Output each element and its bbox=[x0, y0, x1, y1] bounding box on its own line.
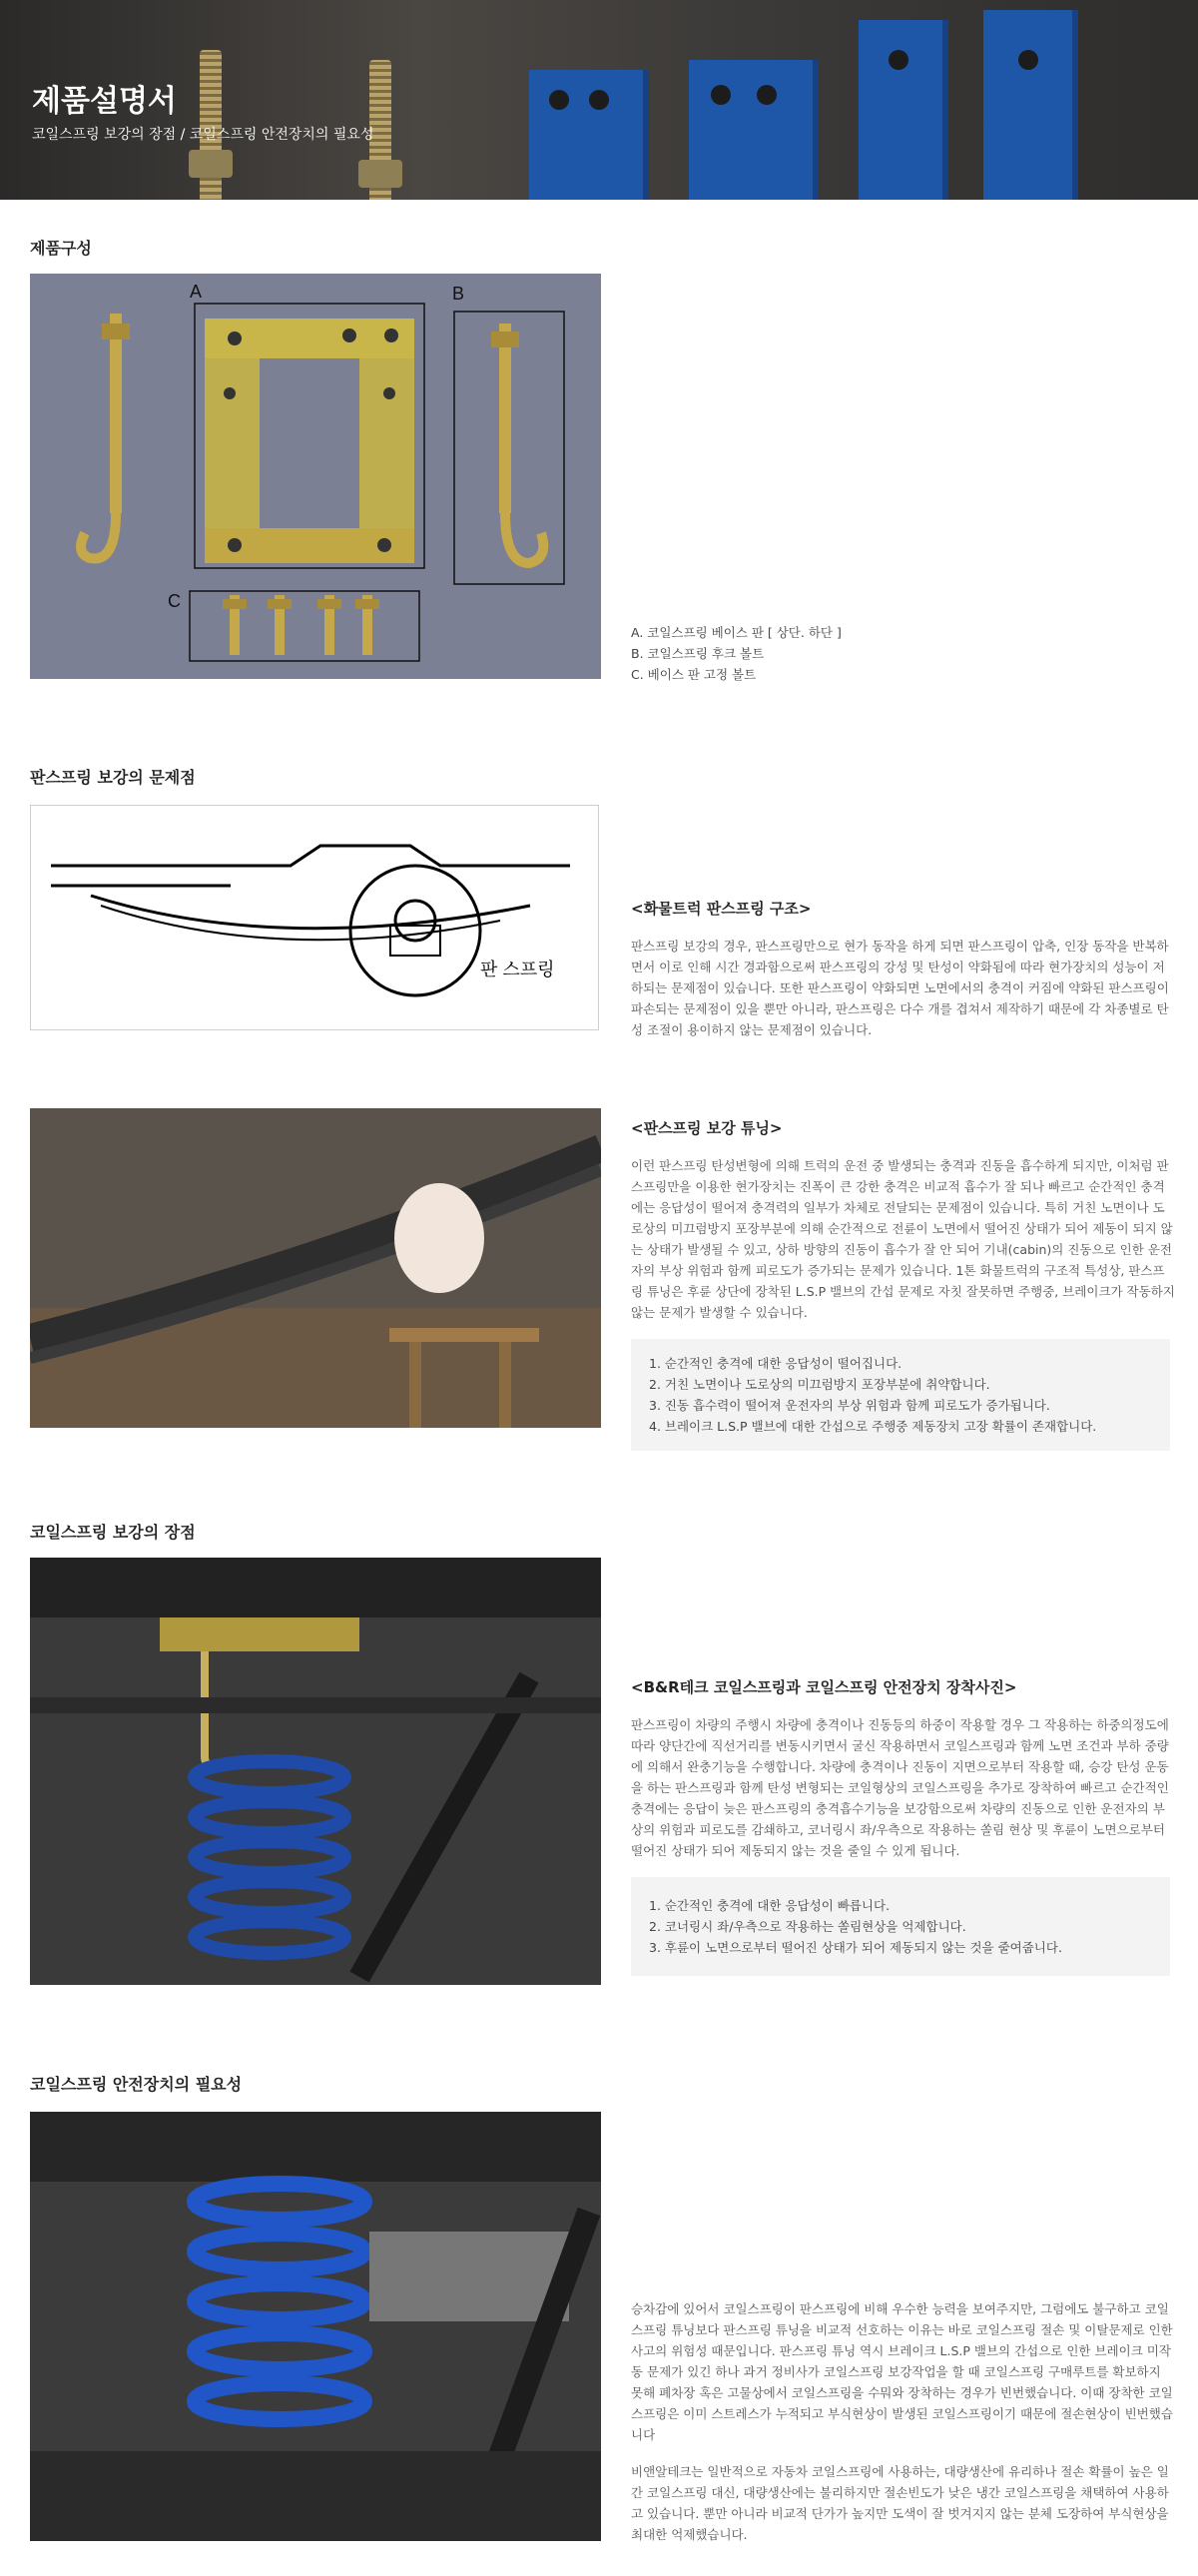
legend-item-a: A. 코일스프링 베이스 판 [ 상단. 하단 ] bbox=[631, 625, 842, 640]
legend-item-c: C. 베이스 판 고정 볼트 bbox=[631, 667, 757, 682]
tuning-list-item: 4. 브레이크 L.S.P 밸브에 대한 간섭으로 주행중 제동장치 고장 확률이 존재합니다. bbox=[649, 1419, 1097, 1434]
advantage-body: 판스프링이 차량의 주행시 차량에 충격이나 진동등의 하중이 작용할 경우 그 작용하는 하중의정도에 따라 양단간에 직선거리를 변동시키면서 굴신 작용하면서 코일스프링과 함께 노면 조건과 부하 중량에 의해서 완충기능을 수행합니다. 차량에 충격이나 진동이 지면으로부터 작용할 때, 승강 탄성 운동을 하는 판스프링과 함께 탄성 변형되는 코일형상의 코일스프링을 추가로 장착하여 빠르고 순간적인 충격에는 응답이 늦은 판스프링의 충격흡수기능을 보강함으로써 차량의 진동으로 인한 운전자의 부상의 위험과 피로도를 감쇄하고, 코너링시 좌/우측으로 작용하는 쏠림 현상 및 후륜이 노면으로부터 떨어진 상태가 되어 제동되지 않는 것을 줄일 수 있게 됩니다. bbox=[631, 1717, 1169, 1858]
tuning-heading: <판스프링 보강 튜닝> bbox=[631, 1119, 783, 1137]
nut-image bbox=[358, 160, 402, 188]
advantage-list-item: 1. 순간적인 충격에 대한 응답성이 빠릅니다. bbox=[649, 1898, 891, 1913]
advantage-heading: <B&R테크 코일스프링과 코일스프링 안전장치 장착사진> bbox=[631, 1678, 1017, 1696]
problem-body: 판스프링 보강의 경우, 판스프링만으로 현가 동작을 하게 되면 판스프링이 압축, 인장 동작을 반복하면서 이로 인해 시간 경과함으로써 판스프링의 강성 및 탄성이 약화됨에 따라 현가장치의 성능이 저하되는 문제점이 있습니다. 또한 판스프링이 약화되면 노면에서의 충격이 커짐에 약화된 판스프링이 파손되는 문제점이 있을 뿐만 아니라, 판스프링은 다수 개를 겹쳐서 제작하기 때문에 각 차종별로 탄성 조절이 용이하지 않는 문제점이 있습니다. bbox=[631, 939, 1169, 1037]
leaf-spring-tuning-illustration bbox=[30, 1108, 601, 1428]
blue-plate-image bbox=[859, 20, 948, 200]
legend-item-b: B. 코일스프링 후크 볼트 bbox=[631, 646, 765, 661]
product-components-photo bbox=[30, 274, 601, 679]
label-c: C bbox=[168, 591, 181, 611]
coil-spring-safety-photo bbox=[30, 2112, 601, 2541]
composition-legend bbox=[631, 622, 842, 685]
coil-spring-install-photo bbox=[30, 1558, 601, 1985]
safety-description bbox=[631, 2298, 1175, 2545]
leaf-spring-tuning-photo bbox=[30, 1108, 601, 1428]
advantage-description bbox=[631, 1677, 1175, 1976]
advantage-list-item: 3. 후륜이 노면으로부터 떨어진 상태가 되어 제동되지 않는 것을 줄여줍니다. bbox=[649, 1940, 1062, 1955]
advantage-list-box bbox=[631, 1877, 1170, 1976]
hero-banner bbox=[0, 0, 1198, 200]
page-title: 제품설명서 bbox=[32, 84, 177, 119]
advantage-list-item: 2. 코너링시 좌/우측으로 작용하는 쏠림현상을 억제합니다. bbox=[649, 1919, 966, 1934]
label-b: B bbox=[452, 284, 465, 304]
problem-heading: <화물트럭 판스프링 구조> bbox=[631, 900, 812, 918]
section-title-composition: 제품구성 bbox=[30, 239, 92, 258]
tuning-description bbox=[631, 1118, 1175, 1451]
section-title-safety: 코일스프링 안전장치의 필요성 bbox=[30, 2075, 243, 2094]
blue-plate-image bbox=[689, 60, 819, 200]
tuning-list-item: 2. 거친 노면이나 도로상의 미끄럼방지 포장부분에 취약합니다. bbox=[649, 1377, 990, 1392]
tuning-list-box bbox=[631, 1339, 1170, 1451]
section-title-advantage: 코일스프링 보강의 장점 bbox=[30, 1523, 196, 1542]
safety-paragraph-1: 승차감에 있어서 코일스프링이 판스프링에 비해 우수한 능력을 보여주지만, 그럼에도 불구하고 코일스프링 튜닝보다 판스프링 튜닝을 비교적 선호하는 이유는 바로 코일스프링 절손 및 이탈문제로 인한 사고의 위험성 때문입니다. 판스프링 튜닝 역시 브레이크 L.S.P 밸브의 간섭으로 인한 브레이크 미작동 문제가 있긴 하나 과거 정비사가 코일스프링 보강작업을 할 때 코일스프링 구매루트를 확보하지 못해 폐차장 혹은 고물상에서 코일스프링을 수뭐와 장착하는 경우가 빈번했습니다. 이때 장착한 코일스프링은 이미 스트레스가 누적되고 부식현상이 발생된 코일스프링이기 때문에 절손현상이 빈번했습니다 bbox=[631, 2301, 1173, 2442]
coil-spring-safety-illustration bbox=[30, 2112, 601, 2541]
blue-plate-image bbox=[529, 70, 649, 200]
section-title-problem: 판스프링 보강의 문제점 bbox=[30, 768, 196, 787]
coil-spring-install-illustration bbox=[30, 1558, 601, 1985]
nut-image bbox=[189, 150, 233, 178]
leaf-spring-diagram bbox=[30, 805, 599, 1030]
label-a: A bbox=[190, 282, 203, 302]
problem-description bbox=[631, 899, 1175, 1040]
leaf-spring-label: 판 스프링 bbox=[480, 960, 555, 979]
tuning-list-item: 1. 순간적인 충격에 대한 응답성이 떨어집니다. bbox=[649, 1356, 902, 1371]
leaf-spring-illustration bbox=[31, 806, 598, 1029]
tuning-list-item: 3. 진동 흡수력이 떨어져 운전자의 부상 위험과 함께 피로도가 증가됩니다. bbox=[649, 1398, 1050, 1413]
tuning-body: 이런 판스프링 탄성변형에 의해 트럭의 운전 중 발생되는 충격과 진동을 흡수하게 되지만, 이처럼 판스프링만을 이용한 현가장치는 진폭이 큰 강한 충격은 비교적 흡수가 잘 되나 빠르고 순간적인 충격에는 응답성이 떨어져 충격력의 일부가 차체로 전달되는 문제점이 있습니다. 특히 거친 노면이나 도로상의 미끄럼방지 포장부분에 의해 순간적으로 전륜이 노면에서 떨어진 상태가 되어 제동이 되지 않는 상태가 발생될 수 있고, 상하 방향의 진동이 흡수가 잘 안 되어 기내(cabin)의 진동으로 인한 운전자의 부상 위험과 함께 피로도가 증가되는 문제가 있습니다. 1톤 화물트럭의 구조적 특성상, 판스프링 튜닝은 후륜 상단에 장착된 L.S.P 밸브의 간섭 문제로 자칫 잘못하면 주행중, 브레이크가 작동하지 않는 문제가 발생할 수 있습니다. bbox=[631, 1158, 1175, 1320]
page-subtitle: 코일스프링 보강의 장점 / 코일스프링 안전장치의 필요성 bbox=[32, 127, 374, 143]
blue-plate-image bbox=[983, 10, 1078, 200]
safety-paragraph-2: 비앤알테크는 일반적으로 자동차 코일스프링에 사용하는, 대량생산에 유리하나 절손 확률이 높은 일간 코일스프링 대신, 대량생산에는 불리하지만 절손빈도가 낮은 냉간 코일스프링을 채택하여 사용하고 있습니다. 뿐만 아니라 비교적 단가가 높지만 도색이 잘 벗겨지지 않는 분체 도장하여 부식현상을 최대한 억제했습니다. bbox=[631, 2464, 1169, 2542]
product-components-illustration bbox=[30, 274, 601, 679]
